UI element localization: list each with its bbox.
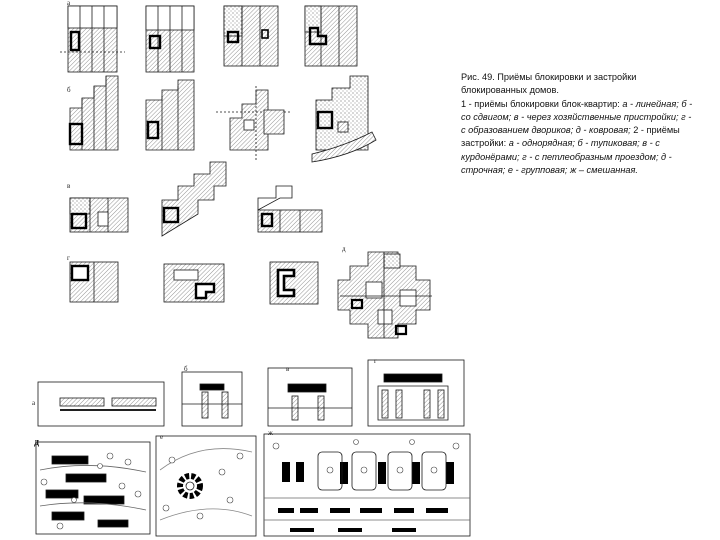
label-2a: а	[32, 399, 36, 407]
label-2e: д	[34, 437, 40, 448]
label-1c: в	[67, 182, 71, 190]
diagram-1c-outbuildings	[70, 162, 322, 236]
label-2g: ж	[268, 429, 273, 437]
caption-part1-heading: 1 - приёмы блокировки блок-квартир:	[461, 98, 623, 109]
diagram-2e-row-layout	[36, 442, 150, 534]
label-2c: в	[286, 365, 290, 373]
diagram-2f-group-layout	[156, 433, 256, 536]
caption-part1-items: а - линейная; б - со сдвигом; в - через хозяйственные пристройки; г - с образованием двориков; д - ковровая;	[461, 98, 693, 136]
caption-part2-items: а - однорядная; б - тупиковая; в - с курдонёрами; г - с петлеобразным проездом; д - строчная; е - групповая; ж – смешанная.	[461, 138, 672, 176]
diagram-1b-shifted	[70, 76, 376, 162]
label-2d: г	[374, 357, 377, 365]
diagram-2d-loop-drive	[368, 357, 464, 426]
diagram-1d-courtyards	[70, 262, 318, 304]
diagram-2c-cour-d-honneur	[268, 365, 352, 426]
label-1e: д	[342, 245, 346, 253]
diagram-2g-mixed-layout	[264, 434, 470, 536]
label-1d: г	[67, 254, 70, 262]
label-2b: б	[184, 365, 188, 373]
figure-caption	[461, 71, 693, 177]
diagram-1e-carpet	[338, 252, 432, 338]
label-2f: е	[160, 433, 164, 441]
label-1b: б	[67, 86, 71, 94]
label-1a: а	[67, 0, 71, 7]
diagram-2a-single-row	[38, 382, 164, 426]
diagram-2b-dead-end	[182, 372, 242, 426]
caption-part2-heading: 2 - приёмы застройки:	[461, 125, 680, 149]
diagram-1a-linear	[60, 6, 357, 72]
caption-title: Рис. 49. Приёмы блокировки и застройки блокированных домов.	[461, 72, 637, 96]
